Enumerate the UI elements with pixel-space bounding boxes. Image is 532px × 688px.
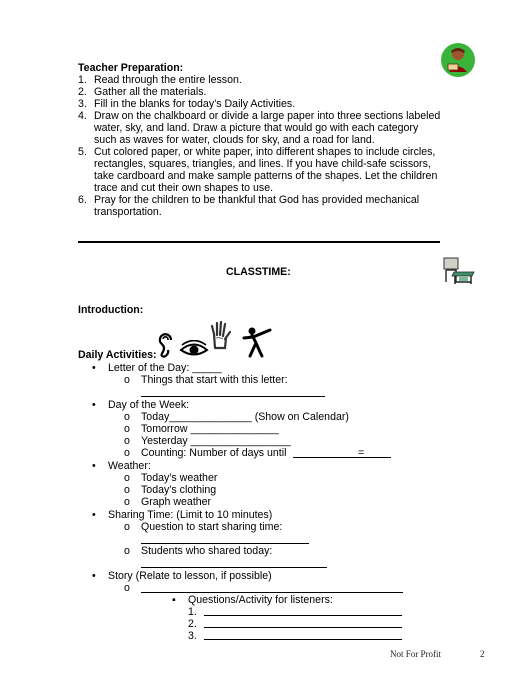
prep-item-text: Read through the entire lesson. — [94, 74, 242, 86]
counting-blank — [293, 457, 391, 458]
story-heading: Story (Relate to lesson, if possible) — [108, 570, 272, 582]
question-line-2 — [204, 627, 402, 628]
day-of-week: Day of the Week: — [108, 399, 190, 411]
counting-equals: = — [358, 447, 365, 459]
question-line-1 — [204, 615, 402, 616]
eye-icon — [179, 340, 209, 358]
body-stretch-icon — [240, 326, 276, 358]
section-divider — [78, 241, 440, 243]
sub-bullet-w1: o — [124, 472, 130, 484]
sub-bullet-s1: o — [124, 521, 130, 533]
sub-bullet-letter: o — [124, 374, 130, 386]
sharing-students-line — [141, 567, 327, 568]
bullet-story: • — [92, 570, 96, 582]
prep-item-number: 5. — [78, 146, 87, 158]
footer-text: Not For Profit — [390, 649, 442, 659]
sub-bullet-yesterday: o — [124, 435, 130, 447]
square-bullet-qa: ▪ — [172, 594, 176, 606]
school-desk-icon — [442, 256, 476, 286]
prep-item-text: such as waves for water, clouds for sky, and a road for land. — [94, 134, 375, 146]
weather-graph: Graph weather — [141, 496, 212, 508]
hand-icon — [209, 320, 233, 350]
letter-of-the-day: Letter of the Day: _____ — [108, 362, 222, 374]
prep-item-number: 3. — [78, 98, 87, 110]
teacher-prep-heading: Teacher Preparation: — [78, 62, 184, 74]
sharing-heading: Sharing Time: (Limit to 10 minutes) — [108, 509, 273, 521]
sharing-students: Students who shared today: — [141, 545, 273, 557]
weather-today: Today’s weather — [141, 472, 218, 484]
story-line — [141, 592, 403, 593]
weather-clothing: Today’s clothing — [141, 484, 217, 496]
sub-bullet-s2: o — [124, 545, 130, 557]
bullet-day: • — [92, 399, 96, 411]
sub-bullet-w2: o — [124, 484, 130, 496]
daily-activities-heading: Daily Activities: — [78, 349, 157, 361]
question-num-2: 2. — [188, 618, 197, 630]
sub-bullet-tomorrow: o — [124, 423, 130, 435]
sharing-question-line — [141, 543, 309, 544]
prep-item-text: Pray for the children to be thankful that God has provided mechanical — [94, 194, 420, 206]
teacher-icon — [440, 42, 476, 78]
yesterday-line: Yesterday _________________ — [141, 435, 291, 447]
prep-item-text: trace and cut their own shapes to use. — [94, 182, 274, 194]
sub-bullet-story: o — [124, 582, 130, 594]
letter-things: Things that start with this letter: — [141, 374, 288, 386]
question-line-3 — [204, 639, 402, 640]
prep-item-text: take cardboard and make sample patterns of the shapes. Let the children — [94, 170, 438, 182]
question-num-1: 1. — [188, 606, 197, 618]
prep-item-text: Fill in the blanks for today’s Daily Activities. — [94, 98, 296, 110]
today-line: Today______________ (Show on Calendar) — [141, 411, 349, 423]
prep-item-text: Draw on the chalkboard or divide a large paper into three sections labeled — [94, 110, 441, 122]
bullet-letter: • — [92, 362, 96, 374]
page-number: 2 — [480, 649, 485, 659]
counting-line: Counting: Number of days until — [141, 447, 287, 459]
classtime-heading: CLASSTIME: — [226, 266, 291, 278]
questions-activity: Questions/Activity for listeners: — [188, 594, 333, 606]
letter-answer-line — [141, 396, 325, 397]
prep-item-number: 6. — [78, 194, 87, 206]
sharing-question: Question to start sharing time: — [141, 521, 283, 533]
tomorrow-line: Tomorrow _______________ — [141, 423, 279, 435]
prep-item-text: water, sky, and land. Draw a picture that would go with each category — [94, 122, 419, 134]
sub-bullet-counting: o — [124, 447, 130, 459]
bullet-sharing: • — [92, 509, 96, 521]
prep-item-number: 2. — [78, 86, 87, 98]
weather-heading: Weather: — [108, 460, 151, 472]
sub-bullet-today: o — [124, 411, 130, 423]
introduction-heading: Introduction: — [78, 304, 144, 316]
prep-item-text: Gather all the materials. — [94, 86, 207, 98]
prep-item-text: transportation. — [94, 206, 162, 218]
bullet-weather: • — [92, 460, 96, 472]
prep-item-number: 1. — [78, 74, 87, 86]
prep-item-text: rectangles, squares, triangles, and lines. If you have child-safe scissors, — [94, 158, 431, 170]
prep-item-number: 4. — [78, 110, 87, 122]
prep-item-text: Cut colored paper, or white paper, into different shapes to include circles, — [94, 146, 436, 158]
sub-bullet-w3: o — [124, 496, 130, 508]
ear-icon — [156, 330, 176, 358]
question-num-3: 3. — [188, 630, 197, 642]
